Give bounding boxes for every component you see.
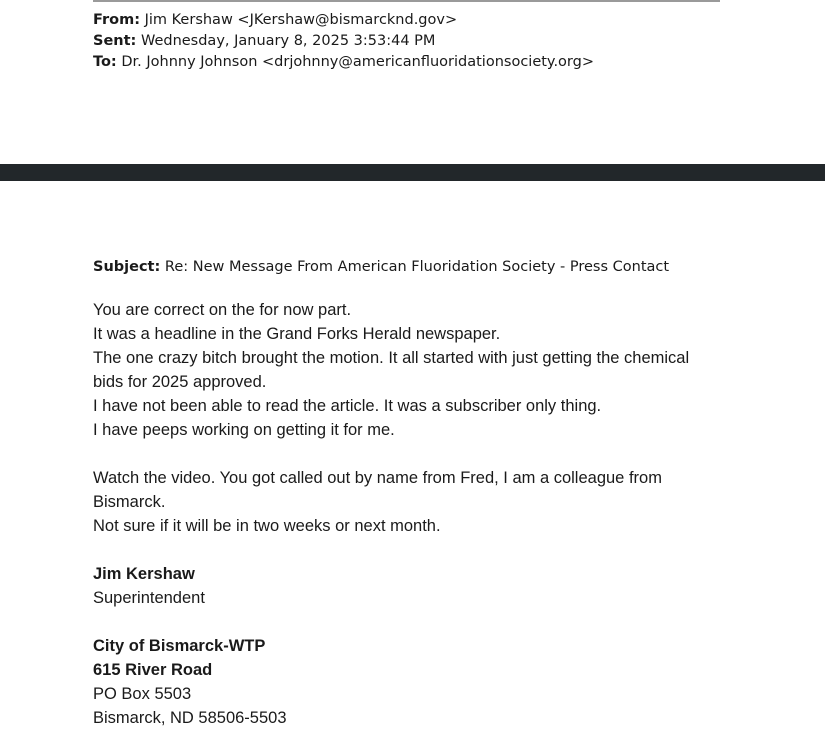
body-paragraph-1	[93, 298, 713, 442]
body-paragraph-2	[93, 466, 713, 538]
body-line: The one crazy bitch brought the motion. It all started with just getting the chemical bids for 2025 approved.	[93, 349, 690, 391]
to-label: To:	[93, 54, 117, 70]
body-line: Watch the video. You got called out by name from Fred, I am a colleague from Bismarck.	[93, 469, 662, 511]
subject-value: Re: New Message From American Fluoridation Society - Press Contact	[164, 259, 670, 275]
signature-org: City of Bismarck-WTP	[93, 637, 266, 655]
sent-value: Wednesday, January 8, 2025 3:53:44 PM	[140, 33, 436, 49]
from-value: Jim Kershaw <JKershaw@bismarcknd.gov>	[144, 12, 458, 28]
redaction-band	[0, 164, 825, 181]
subject-line	[93, 257, 669, 278]
body-line: I have not been able to read the article. It was a subscriber only thing.	[93, 397, 602, 415]
signature-name: Jim Kershaw	[93, 565, 195, 583]
sent-line	[93, 31, 594, 52]
signature-street: 615 River Road	[93, 661, 213, 679]
to-line	[93, 52, 594, 73]
signature-city: Bismarck, ND 58506-5503	[93, 709, 287, 727]
sent-label: Sent:	[93, 33, 137, 49]
email-body	[93, 298, 713, 754]
signature-title: Superintendent	[93, 589, 205, 607]
signature-address-block	[93, 634, 713, 730]
subject-label: Subject:	[93, 259, 161, 275]
body-line: I have peeps working on getting it for me.	[93, 421, 395, 439]
signature-name-block	[93, 562, 713, 610]
to-value: Dr. Johnny Johnson <drjohnny@americanfluoridationsociety.org>	[121, 54, 594, 70]
from-line	[93, 10, 594, 31]
body-line: You are correct on the for now part.	[93, 301, 352, 319]
body-line: It was a headline in the Grand Forks Herald newspaper.	[93, 325, 501, 343]
top-divider	[93, 0, 720, 2]
email-header	[93, 10, 594, 73]
signature-po-box: PO Box 5503	[93, 685, 192, 703]
from-label: From:	[93, 12, 140, 28]
body-line: Not sure if it will be in two weeks or next month.	[93, 517, 441, 535]
